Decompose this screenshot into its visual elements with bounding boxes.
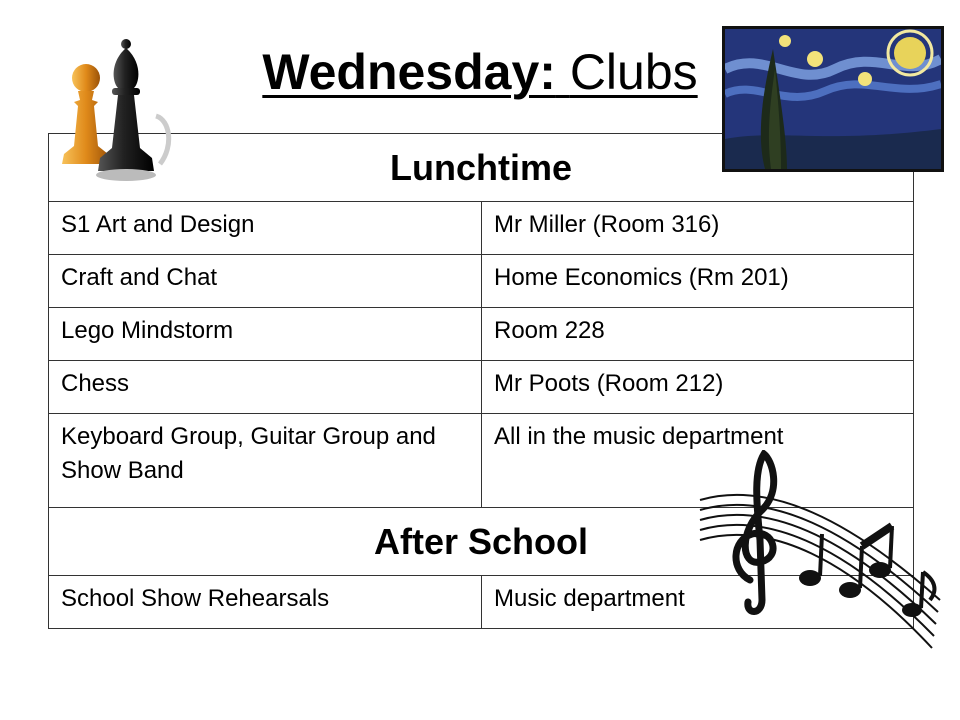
club-name: Keyboard Group, Guitar Group and Show Band xyxy=(49,414,482,508)
table-row xyxy=(49,361,914,414)
lunchtime-heading: Lunchtime xyxy=(49,134,914,202)
club-location: Music department xyxy=(482,576,914,629)
starry-night-painting xyxy=(722,26,944,172)
chess-pieces-icon xyxy=(48,36,198,186)
club-location: Home Economics (Rm 201) xyxy=(482,255,914,308)
table-row xyxy=(49,255,914,308)
club-location: All in the music department xyxy=(482,414,914,508)
table-row xyxy=(49,202,914,255)
after-school-heading: After School xyxy=(49,508,914,576)
club-location: Mr Poots (Room 212) xyxy=(482,361,914,414)
title-topic: Clubs xyxy=(569,44,698,100)
club-name: Craft and Chat xyxy=(49,255,482,308)
club-name: S1 Art and Design xyxy=(49,202,482,255)
club-name: Chess xyxy=(49,361,482,414)
club-location: Room 228 xyxy=(482,308,914,361)
club-name: School Show Rehearsals xyxy=(49,576,482,629)
title-day: Wednesday: xyxy=(262,44,556,100)
club-name: Lego Mindstorm xyxy=(49,308,482,361)
club-location: Mr Miller (Room 316) xyxy=(482,202,914,255)
music-notes-icon xyxy=(690,450,950,650)
table-row xyxy=(49,308,914,361)
